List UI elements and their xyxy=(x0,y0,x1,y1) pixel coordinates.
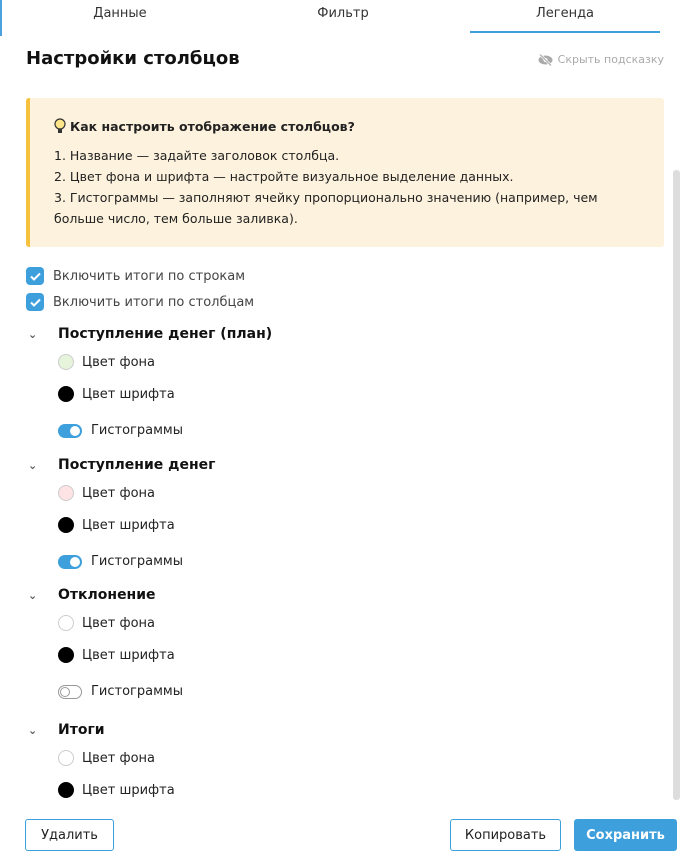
section-title: Итоги xyxy=(58,722,105,738)
color-swatch xyxy=(58,354,74,370)
section-title: Поступление денег xyxy=(58,457,216,473)
color-swatch xyxy=(58,517,74,533)
item-label: Цвет шрифта xyxy=(82,647,175,663)
chevron-down-icon: ⌄ xyxy=(28,588,38,602)
chevron-down-icon: ⌄ xyxy=(28,723,38,737)
color-swatch xyxy=(58,647,74,663)
font-color-picker[interactable] xyxy=(58,647,175,663)
bg-color-picker[interactable] xyxy=(58,485,155,501)
hide-hint-label: Скрыть подсказку xyxy=(557,53,664,66)
item-label: Гистограммы xyxy=(91,423,183,438)
histogram-toggle[interactable] xyxy=(58,423,183,438)
font-color-picker[interactable] xyxy=(58,386,175,402)
color-swatch xyxy=(58,485,74,501)
row-totals-checkbox[interactable] xyxy=(26,267,245,285)
section-header[interactable] xyxy=(28,722,648,738)
copy-button[interactable]: Копировать xyxy=(450,819,561,851)
bg-color-picker[interactable] xyxy=(58,615,155,631)
hint-box xyxy=(26,98,664,247)
hint-title: Как настроить отображение столбцов? xyxy=(70,119,355,134)
item-label: Цвет шрифта xyxy=(82,386,175,402)
toggle-switch[interactable] xyxy=(58,424,82,438)
hide-hint-button[interactable] xyxy=(538,53,664,66)
color-swatch xyxy=(58,615,74,631)
page-title: Настройки столбцов xyxy=(26,48,240,69)
scrollbar[interactable] xyxy=(673,170,680,800)
chevron-down-icon: ⌄ xyxy=(28,458,38,472)
section-title: Поступление денег (план) xyxy=(58,326,273,342)
tab-bar xyxy=(0,0,680,34)
hint-line: 2. Цвет фона и шрифта — настройте визуальное выделение данных. xyxy=(54,169,514,184)
histogram-toggle[interactable] xyxy=(58,684,183,699)
item-label: Цвет фона xyxy=(82,485,155,501)
item-label: Гистограммы xyxy=(91,554,183,569)
column-section xyxy=(28,587,648,699)
section-header[interactable] xyxy=(28,587,648,603)
lightbulb-icon xyxy=(54,118,66,135)
item-label: Цвет фона xyxy=(82,750,155,766)
histogram-toggle[interactable] xyxy=(58,554,183,569)
hint-line: 1. Название — задайте заголовок столбца. xyxy=(54,148,340,163)
item-label: Цвет фона xyxy=(82,354,155,370)
section-title: Отклонение xyxy=(58,587,156,603)
font-color-picker[interactable] xyxy=(58,517,175,533)
save-button[interactable]: Сохранить xyxy=(574,819,677,851)
item-label: Цвет шрифта xyxy=(82,517,175,533)
font-color-picker[interactable] xyxy=(58,782,175,798)
column-totals-checkbox[interactable] xyxy=(26,293,254,311)
toggle-switch[interactable] xyxy=(58,555,82,569)
item-label: Цвет шрифта xyxy=(82,782,175,798)
color-swatch xyxy=(58,386,74,402)
column-section xyxy=(28,457,648,569)
column-section xyxy=(28,722,648,798)
bg-color-picker[interactable] xyxy=(58,354,155,370)
color-swatch xyxy=(58,782,74,798)
checkmark-icon xyxy=(26,293,44,311)
checkbox-label: Включить итоги по строкам xyxy=(53,268,246,284)
checkbox-label: Включить итоги по столбцам xyxy=(53,294,255,310)
hint-line: 3. Гистограммы — заполняют ячейку пропорционально значению (например, чем больше число, тем больше заливка). xyxy=(54,190,598,226)
toggle-switch[interactable] xyxy=(58,685,82,699)
active-tab-indicator xyxy=(470,31,660,33)
tab-filter[interactable]: Фильтр xyxy=(317,6,369,21)
checkmark-icon xyxy=(26,267,44,285)
chevron-down-icon: ⌄ xyxy=(28,327,38,341)
eye-off-icon xyxy=(538,54,553,66)
item-label: Гистограммы xyxy=(91,684,183,699)
column-section xyxy=(28,326,648,438)
item-label: Цвет фона xyxy=(82,615,155,631)
tab-legend[interactable]: Легенда xyxy=(535,6,595,21)
color-swatch xyxy=(58,750,74,766)
section-header[interactable] xyxy=(28,457,648,473)
tab-data[interactable]: Данные xyxy=(93,6,147,21)
bg-color-picker[interactable] xyxy=(58,750,155,766)
section-header[interactable] xyxy=(28,326,648,342)
delete-button[interactable]: Удалить xyxy=(25,819,114,851)
